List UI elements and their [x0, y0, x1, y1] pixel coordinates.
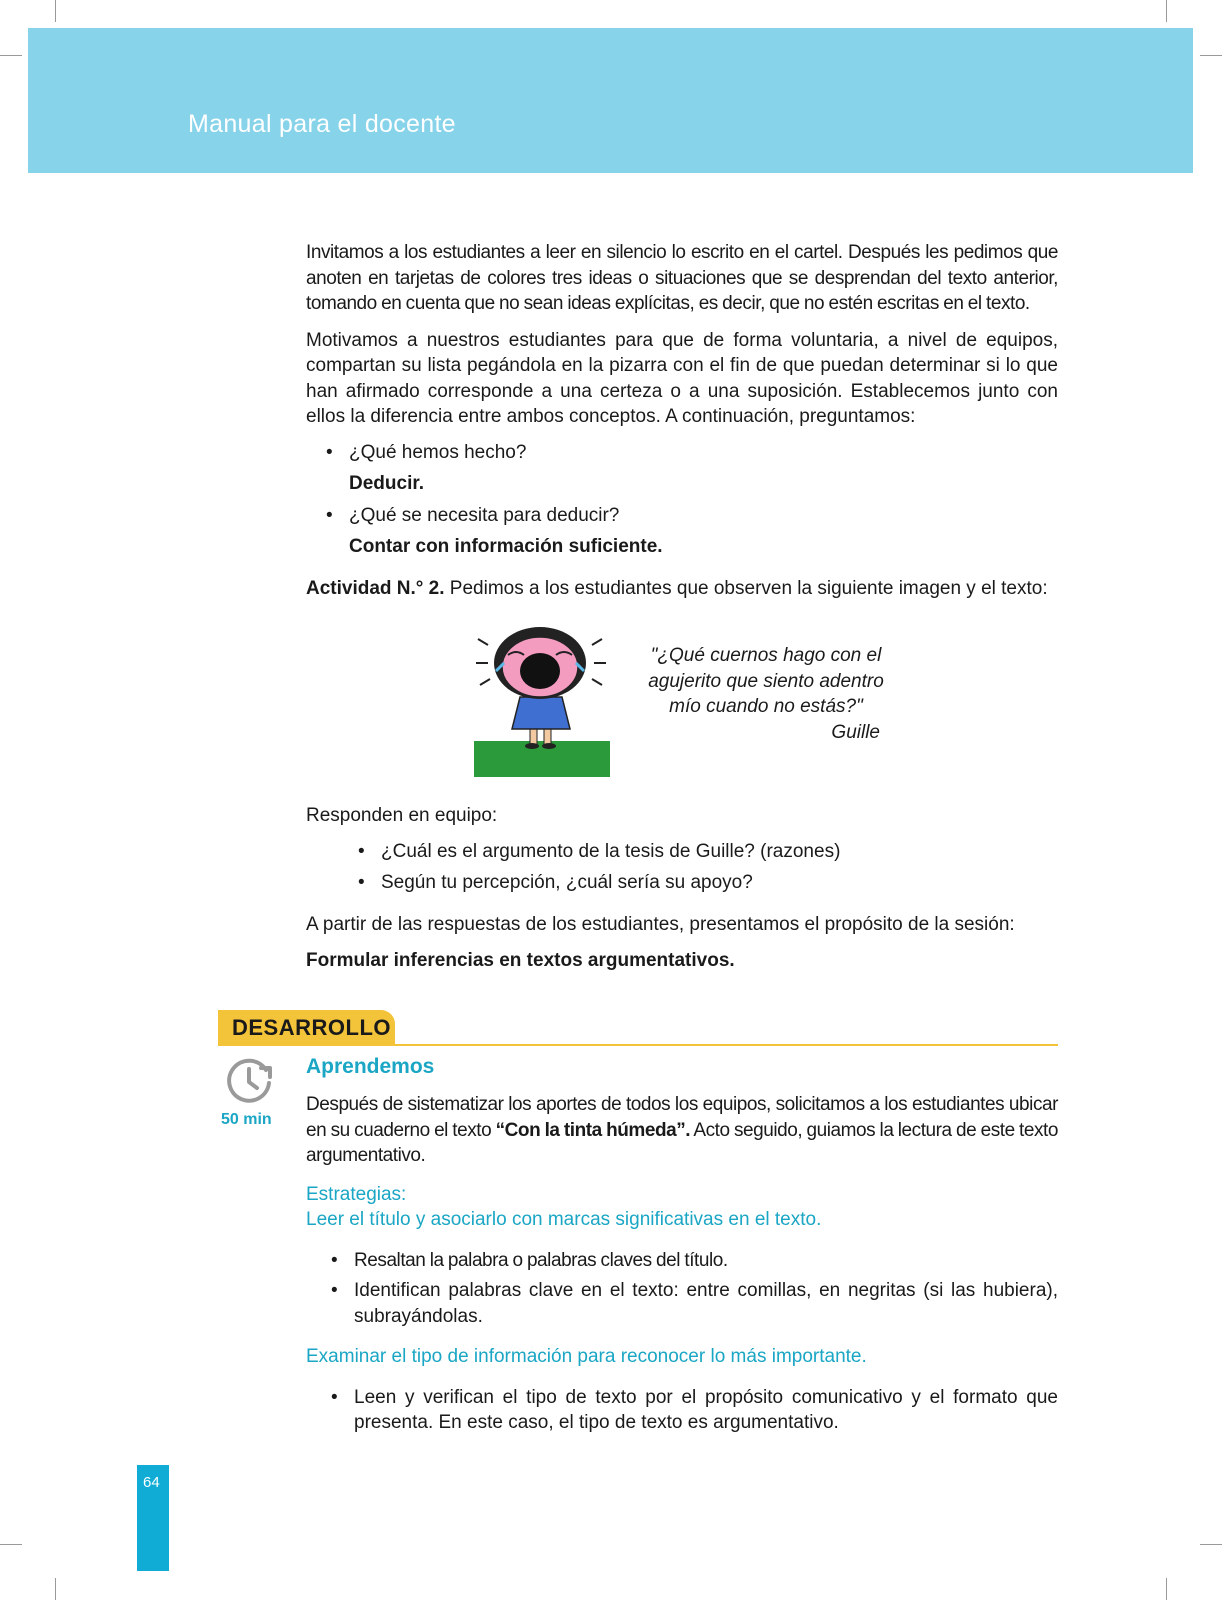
activity-paragraph [306, 576, 1058, 602]
quote-area [306, 615, 1058, 785]
subsection-title: Aprendemos [306, 1055, 435, 1078]
team-question-2: Según tu percepción, ¿cuál sería su apoyo? [381, 872, 753, 893]
team-question-1: ¿Cuál es el argumento de la tesis de Guille? (razones) [381, 840, 841, 862]
strategy-1: Leer el título y asociarlo con marcas significativas en el texto. [306, 1209, 822, 1230]
strategy-2: Examinar el tipo de información para reconocer lo más importante. [306, 1346, 867, 1367]
header-band [28, 28, 1193, 173]
list-item [349, 503, 1058, 529]
text-run: Después de sistematizar los aportes de todos los equipos, solicitamos a los estudiantes ubicar en su cuaderno el texto [306, 1094, 1058, 1141]
quote-line: agujerito que siento adentro [648, 670, 884, 692]
answer-2: Contar con información suficiente. [349, 536, 663, 557]
crop-mark [1166, 1578, 1167, 1600]
section-divider [218, 1044, 1058, 1046]
strategy-1-item-2: Identifican palabras clave en el texto: entre comillas, en negritas (si las hubiera), subrayándolas. [354, 1280, 1058, 1327]
crop-mark [1166, 0, 1167, 22]
question-list [349, 503, 1058, 529]
crop-mark [1200, 1544, 1222, 1545]
team-intro: Responden en equipo: [306, 805, 498, 826]
list-item [349, 440, 1058, 466]
desarrollo-paragraph [306, 1092, 1058, 1169]
question-list [349, 440, 1058, 466]
crop-mark [55, 0, 56, 22]
strategy-1-list [354, 1248, 1058, 1330]
text-title-reference: “Con la tinta húmeda”. [495, 1119, 691, 1141]
section-label: DESARROLLO [232, 1015, 391, 1040]
answer-1: Deducir. [349, 473, 424, 494]
crop-mark [55, 1578, 56, 1600]
activity-text: Pedimos a los estudiantes que observen la siguiente imagen y el texto: [444, 577, 1048, 599]
list-item [381, 870, 1058, 896]
crop-mark [0, 1544, 22, 1545]
quote-author: Guille [831, 721, 880, 743]
strategy-2-list [354, 1385, 1058, 1436]
desarrollo-section [306, 1092, 1058, 1436]
page-title: Manual para el docente [188, 110, 456, 138]
purpose-intro: A partir de las respuestas de los estudiantes, presentamos el propósito de la sesión: [306, 913, 1015, 935]
strategy-2-item-1: Leen y verifican el tipo de texto por el propósito comunicativo y el formato que presenta. En este caso, el tipo de texto es argumentativo. [354, 1386, 1058, 1433]
list-item [354, 1385, 1058, 1436]
session-purpose: Formular inferencias en textos argumentativos. [306, 950, 735, 971]
intro-paragraph-1: Invitamos a los estudiantes a leer en silencio lo escrito en el cartel. Después les pedimos que anoten en tarjetas de colores tres ideas o situaciones que se desprendan del texto anterior, tomando en cuenta que no sean ideas explícitas, es decir, que no estén escritas en el texto. [306, 242, 1058, 314]
crop-mark [1200, 55, 1222, 56]
intro-paragraph-2: Motivamos a nuestros estudiantes para que de forma voluntaria, a nivel de equipos, compartan su lista pegándola en la pizarra con el fin de que puedan determinar si lo que han afirmado corresponde a una certeza o a una suposición. Establecemos junto con ellos la diferencia entre ambos conceptos. A continuación, preguntamos: [306, 329, 1058, 427]
quote [646, 643, 886, 745]
quote-line: mío cuando no estás?" [669, 696, 863, 717]
strategy-1-item-1: Resaltan la palabra o palabras claves del título. [354, 1249, 728, 1271]
crop-mark [0, 55, 22, 56]
section-header-desarrollo [218, 1006, 1058, 1046]
quote-line: "¿Qué cuernos hago con el [650, 645, 882, 666]
text-run: Acto seguido, guiamos la lectura de este texto argumentativo. [306, 1119, 1058, 1166]
question-2: ¿Qué se necesita para deducir? [349, 504, 620, 526]
list-item [354, 1278, 1058, 1329]
activity-label: Actividad N.° 2. [306, 577, 445, 599]
question-1: ¿Qué hemos hecho? [349, 441, 527, 463]
team-question-list [381, 839, 1058, 896]
clock-icon [225, 1056, 275, 1106]
intro-section [306, 240, 1058, 974]
page-number: 64 [143, 1474, 160, 1491]
list-item [381, 839, 1058, 865]
duration-label: 50 min [221, 1111, 272, 1128]
strategies-label: Estrategias: [306, 1183, 407, 1205]
list-item [354, 1248, 1058, 1274]
crying-child-cartoon-image [474, 615, 610, 777]
